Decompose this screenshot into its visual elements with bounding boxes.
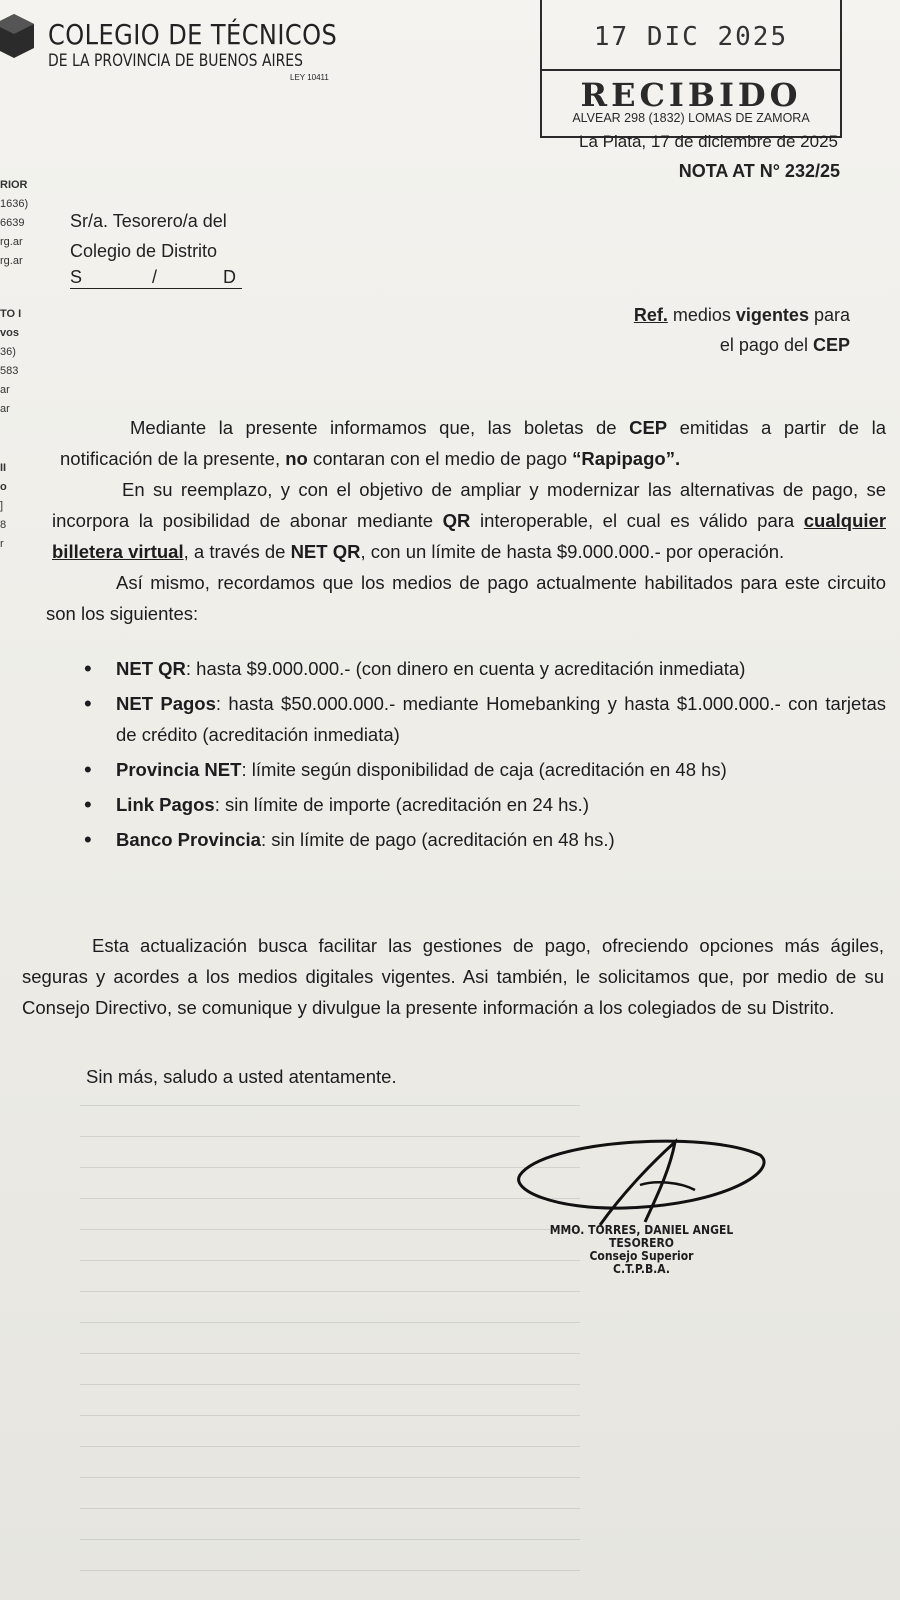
reference-line-1 — [634, 300, 850, 330]
list-item — [46, 653, 886, 684]
addressee-line: Colegio de Distrito — [70, 241, 218, 261]
ref-bold: CEP — [812, 335, 850, 355]
text-bold: QR — [442, 510, 471, 531]
spacer — [157, 266, 223, 288]
text-underlined: cualquier billetera virtual — [52, 510, 887, 562]
method-detail: : límite según disponibilidad de caja (acreditación en 48 hs) — [241, 759, 727, 780]
letterhead — [48, 20, 384, 70]
method-detail: : sin límite de importe (acreditación en 24 hs.) — [214, 794, 589, 815]
text: , a través de — [183, 541, 291, 562]
handwritten-signature — [505, 1130, 775, 1230]
text-bold: CEP — [629, 417, 668, 438]
stamp-status: RECIBIDO — [580, 76, 802, 114]
text: En su reemplazo, y con el objetivo de ampliar y modernizar las alternativas de pago, se incorpora la posibilidad de abonar mediante — [52, 479, 886, 531]
fragment: vos — [0, 327, 19, 339]
reference-line-2 — [634, 330, 850, 360]
text-bold: no — [285, 448, 308, 469]
place-date: La Plata, 17 de diciembre de 2025 — [579, 132, 838, 151]
list-item — [46, 824, 886, 855]
paragraph-4: Esta actualización busca facilitar las gestiones de pago, ofreciendo opciones más ágiles, seguras y acordes a los medios digitales vigentes. Asi también, le solicitamos que, por medio de su Consejo Directivo, se comunique y divulgue la presente información a los colegiados de su Distrito. — [22, 935, 884, 1018]
college-logo-icon — [0, 14, 34, 58]
text-bold: “Rapipago”. — [572, 448, 681, 469]
fragment: o — [0, 481, 7, 493]
signatory-org: C.T.P.B.A. — [613, 1262, 670, 1276]
fragment: rg.ar — [0, 236, 23, 248]
reference — [634, 300, 850, 360]
method-detail: : sin límite de pago (acreditación en 48 hs.) — [260, 829, 615, 850]
list-item — [46, 754, 886, 785]
text: emitidas a partir de la notificación de la presente, — [60, 417, 886, 469]
text: Mediante la presente informamos que, las boletas de — [130, 417, 630, 438]
method-name: Link Pagos — [116, 794, 215, 815]
list-item — [46, 688, 886, 750]
fragment: II — [0, 462, 7, 474]
closing-paragraph — [22, 930, 884, 1023]
method-name: Provincia NET — [116, 759, 242, 780]
org-name: COLEGIO DE TÉCNICOS — [48, 18, 338, 51]
letter-body — [46, 412, 886, 859]
addressee — [70, 206, 242, 289]
text: interoperable, el cual es válido para — [470, 510, 804, 531]
ref-text: para — [813, 305, 850, 325]
stamp-date: 17 DIC 2025 — [593, 22, 789, 52]
fragment: rg.ar — [0, 255, 23, 267]
fragment: ar — [0, 403, 10, 415]
signatory-body: Consejo Superior — [589, 1249, 694, 1263]
stamp-address: ALVEAR 298 (1832) LOMAS DE ZAMORA — [572, 111, 810, 125]
addressee-slash: / — [152, 267, 158, 287]
fragment: TO I — [0, 308, 22, 320]
paragraph-1 — [46, 412, 886, 474]
ref-text: el pago del — [719, 335, 808, 355]
method-name: NET Pagos — [116, 693, 216, 714]
org-law: LEY 10411 — [290, 73, 329, 82]
paragraph-3: Así mismo, recordamos que los medios de pago actualmente habilitados para este circuito son los siguientes: — [46, 572, 886, 624]
org-subtitle: DE LA PROVINCIA DE BUENOS AIRES — [48, 51, 303, 71]
fragment: 8 — [0, 519, 7, 531]
signatory-name: MMO. TORRES, DANIEL ANGEL — [549, 1223, 734, 1237]
addressee-line: Sr/a. Tesorero/a del — [70, 211, 227, 231]
addressee-d: D — [223, 267, 237, 287]
method-name: Banco Provincia — [116, 829, 261, 850]
text-bold: NET QR — [290, 541, 361, 562]
text: contaran con el medio de pago — [307, 448, 573, 469]
fragment: r — [0, 538, 4, 550]
received-stamp — [540, 0, 842, 138]
paragraph-2 — [46, 474, 886, 567]
fragment: ar — [0, 384, 10, 396]
fragment: 36) — [0, 346, 16, 358]
payment-methods-list — [46, 653, 886, 855]
spacer — [82, 266, 152, 288]
signatory-role: TESORERO — [609, 1236, 674, 1250]
method-name: NET QR — [116, 658, 186, 679]
fragment: 1636) — [0, 198, 29, 210]
stamp-divider — [542, 69, 840, 71]
fragment: 583 — [0, 365, 19, 377]
addressee-s: S — [70, 267, 83, 287]
signatory-block — [538, 1224, 745, 1276]
ref-bold: vigentes — [735, 305, 809, 325]
note-number: NOTA AT N° 232/25 — [678, 161, 840, 181]
ref-label: Ref. — [633, 305, 668, 325]
fragment: RIOR — [0, 179, 28, 191]
method-detail: : hasta $50.000.000.- mediante Homebanking y hasta $1.000.000.- con tarjetas de crédito (acreditación inmediata) — [116, 693, 886, 745]
fragment: 6639 — [0, 217, 25, 229]
addressee-sd — [70, 266, 242, 289]
fragment: ] — [0, 500, 4, 512]
sign-off: Sin más, saludo a usted atentamente. — [86, 1066, 397, 1087]
ref-text: medios — [672, 305, 731, 325]
method-detail: : hasta $9.000.000.- (con dinero en cuenta y acreditación inmediata) — [185, 658, 746, 679]
list-item — [46, 789, 886, 820]
text: , con un límite de hasta $9.000.000.- por operación. — [360, 541, 785, 562]
left-margin-fragments — [0, 176, 40, 554]
